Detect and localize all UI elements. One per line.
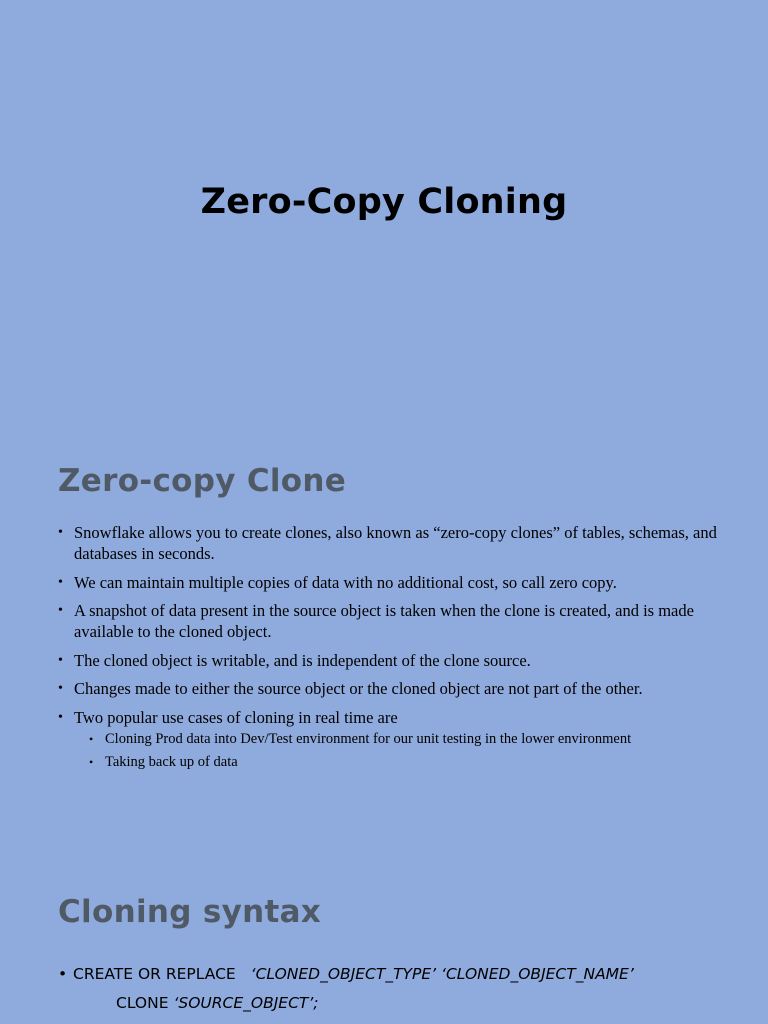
bullet-item-text: Two popular use cases of cloning in real time are (74, 707, 398, 727)
sub-bullet-item: • Taking back up of data (74, 753, 718, 772)
cloning-syntax-block (58, 960, 758, 1018)
bullet-item: • Changes made to either the source object or the cloned object are not part of the other. (58, 678, 718, 699)
syntax-keyword-clone: CLONE (116, 994, 169, 1012)
zero-copy-clone-bullet-list (58, 522, 718, 779)
bullet-item: • A snapshot of data present in the source object is taken when the clone is created, and is made available to the cloned object. (58, 600, 718, 642)
bullet-item-use-cases (58, 707, 718, 772)
bullet-item: • The cloned object is writable, and is independent of the clone source. (58, 650, 718, 671)
section-heading-cloning-syntax: Cloning syntax (58, 894, 322, 930)
bullet-item: • We can maintain multiple copies of data with no additional cost, so call zero copy. (58, 572, 718, 593)
syntax-source-object: ‘SOURCE_OBJECT’; (173, 994, 319, 1012)
syntax-cloned-object-name: ‘CLONED_OBJECT_NAME’ (441, 965, 634, 983)
syntax-line-clone (58, 989, 758, 1018)
section-heading-zero-copy-clone: Zero-copy Clone (58, 463, 347, 499)
sub-bullet-item: • Cloning Prod data into Dev/Test environment for our unit testing in the lower environment (74, 730, 718, 749)
syntax-keyword-create: CREATE OR REPLACE (73, 965, 236, 983)
use-cases-sub-list (74, 730, 718, 772)
bullet-item: • Snowflake allows you to create clones, also known as “zero-copy clones” of tables, schemas, and databases in seconds. (58, 522, 718, 564)
syntax-line-create (58, 960, 758, 989)
syntax-cloned-object-type: ‘CLONED_OBJECT_TYPE’ (250, 965, 437, 983)
slide-title: Zero-Copy Cloning (200, 182, 568, 222)
